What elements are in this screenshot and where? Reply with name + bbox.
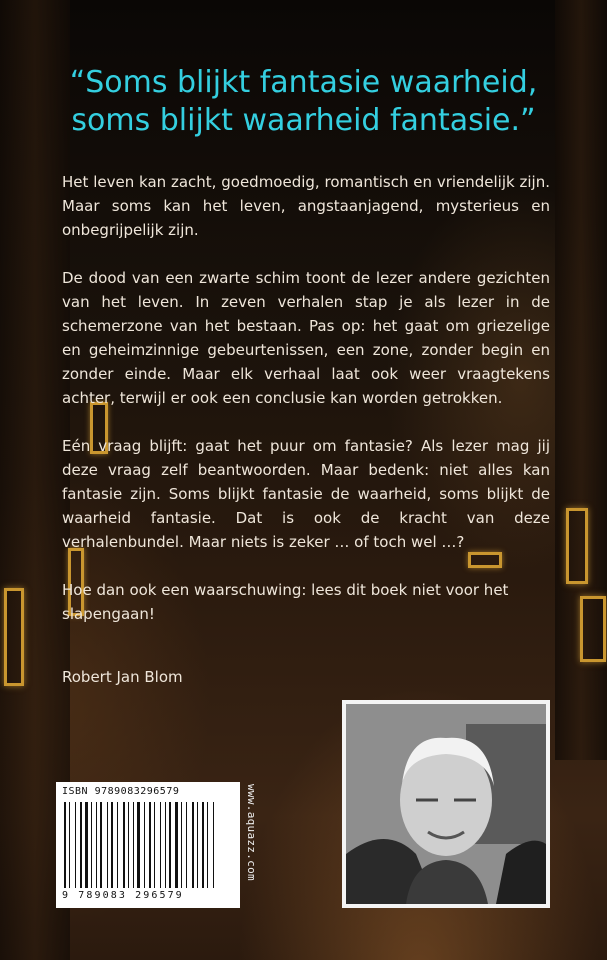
- blurb-paragraph: Eén vraag blijft: gaat het puur om fantasie? Als lezer mag jij deze vraag zelf beantwoorden. Maar bedenk: niet alles kan fantasie zijn. Soms blijkt fantasie de waarheid, soms blijkt de waarheid fantasie. Dat is ook de kracht van deze verhalenbundel. Maar niets is zeker … of toch wel …?: [62, 437, 550, 551]
- gold-window-trim: [566, 508, 588, 584]
- author-name: Robert Jan Blom: [62, 668, 183, 686]
- isbn-barcode: [56, 782, 240, 908]
- isbn-label: ISBN 9789083296579: [62, 786, 180, 797]
- blurb-paragraph: Het leven kan zacht, goedmoedig, romantisch en vriendelijk zijn. Maar soms kan het leven, angstaanjagend, mysterieus en onbegrijpelijk zijn.: [62, 173, 550, 239]
- gold-window-trim: [580, 596, 606, 662]
- blurb: [62, 170, 550, 650]
- cover-quote: [0, 64, 607, 140]
- blurb-paragraph: Hoe dan ook een waarschuwing: lees dit boek niet voor het slapengaan!: [62, 581, 509, 623]
- blurb-paragraph: De dood van een zwarte schim toont de lezer andere gezichten van het leven. In zeven verhalen stap je als lezer in de schemerzone van het bestaan. Pas op: het gaat om griezelige en geheimzinnige gebeurtenissen, een zone, zonder begin en zonder einde. Maar elk verhaal laat ook weer vraagtekens achter, terwijl er ook een conclusie kan worden getrokken.: [62, 269, 550, 407]
- gold-window-trim: [4, 588, 24, 686]
- isbn-digits: 9 789083 296579: [62, 890, 184, 901]
- quote-line-2: soms blijkt waarheid fantasie.”: [71, 103, 536, 138]
- publisher-website: www.aquazz.com: [245, 784, 258, 881]
- author-portrait-image: [346, 704, 546, 904]
- quote-line-1: “Soms blijkt fantasie waarheid,: [69, 65, 538, 100]
- barcode-bars: [62, 802, 234, 890]
- portrait-illustration: [346, 704, 546, 904]
- author-photo: [342, 700, 550, 908]
